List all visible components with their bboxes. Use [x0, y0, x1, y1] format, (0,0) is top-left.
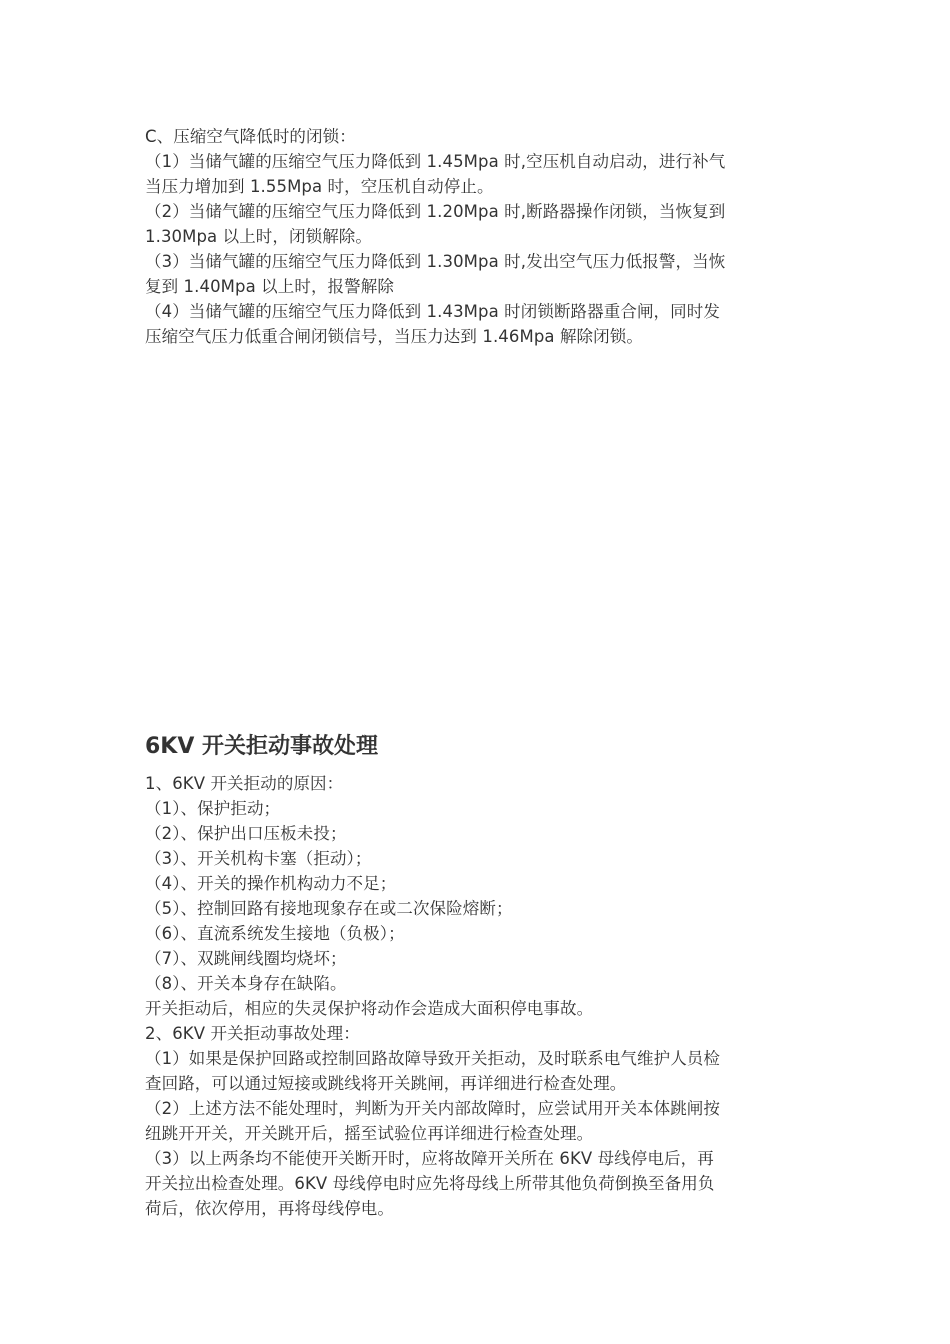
- compressed-air-lockout-section: [145, 124, 810, 349]
- text-line: （3）、开关机构卡塞（拒动）；: [145, 849, 372, 868]
- text-line: 开关拒动后，相应的失灵保护将动作会造成大面积停电事故。: [145, 999, 594, 1018]
- text-line: 复到 1.40Mpa 以上时，报警解除: [145, 277, 394, 296]
- text-line: （4）当储气罐的压缩空气压力降低到 1.43Mpa 时闭锁断路器重合闸，同时发: [145, 302, 720, 321]
- text-line: （2）当储气罐的压缩空气压力降低到 1.20Mpa 时,断路器操作闭锁，当恢复到: [145, 202, 726, 221]
- text-line: 1、6KV 开关拒动的原因：: [145, 774, 344, 793]
- text-line: （4）、开关的操作机构动力不足；: [145, 874, 397, 893]
- text-line: （2）、保护出口压板未投；: [145, 824, 347, 843]
- text-line: C、压缩空气降低时的闭锁：: [145, 127, 356, 146]
- text-line: 2、6KV 开关拒动事故处理：: [145, 1024, 360, 1043]
- text-line: （3）当储气罐的压缩空气压力降低到 1.30Mpa 时,发出空气压力低报警，当恢: [145, 252, 726, 271]
- text-line: 纽跳开开关，开关跳开后，摇至试验位再详细进行检查处理。: [145, 1124, 594, 1143]
- switch-refusal-section: [145, 771, 810, 1221]
- text-line: （2）上述方法不能处理时，判断为开关内部故障时，应尝试用开关本体跳闸按: [145, 1099, 720, 1118]
- text-line: （1）如果是保护回路或控制回路故障导致开关拒动，及时联系电气维护人员检: [145, 1049, 720, 1068]
- text-line: （3）以上两条均不能使开关断开时，应将故障开关所在 6KV 母线停电后，再: [145, 1149, 714, 1168]
- text-line: （1）、保护拒动；: [145, 799, 281, 818]
- text-line: （1）当储气罐的压缩空气压力降低到 1.45Mpa 时,空压机自动启动，进行补气: [145, 152, 726, 171]
- text-line: 查回路，可以通过短接或跳线将开关跳闸，再详细进行检查处理。: [145, 1074, 627, 1093]
- text-line: （6）、直流系统发生接地（负极）；: [145, 924, 405, 943]
- text-line: 开关拉出检查处理。6KV 母线停电时应先将母线上所带其他负荷倒换至备用负: [145, 1174, 715, 1193]
- section-heading: 6KV 开关拒动事故处理: [145, 734, 379, 759]
- text-line: 压缩空气压力低重合闸闭锁信号，当压力达到 1.46Mpa 解除闭锁。: [145, 327, 643, 346]
- text-line: （8）、开关本身存在缺陷。: [145, 974, 347, 993]
- text-line: 当压力增加到 1.55Mpa 时，空压机自动停止。: [145, 177, 494, 196]
- text-line: （7）、双跳闸线圈均烧坏；: [145, 949, 347, 968]
- text-line: 1.30Mpa 以上时，闭锁解除。: [145, 227, 373, 246]
- text-line: （5）、控制回路有接地现象存在或二次保险熔断；: [145, 899, 513, 918]
- text-line: 荷后，依次停用，再将母线停电。: [145, 1199, 394, 1218]
